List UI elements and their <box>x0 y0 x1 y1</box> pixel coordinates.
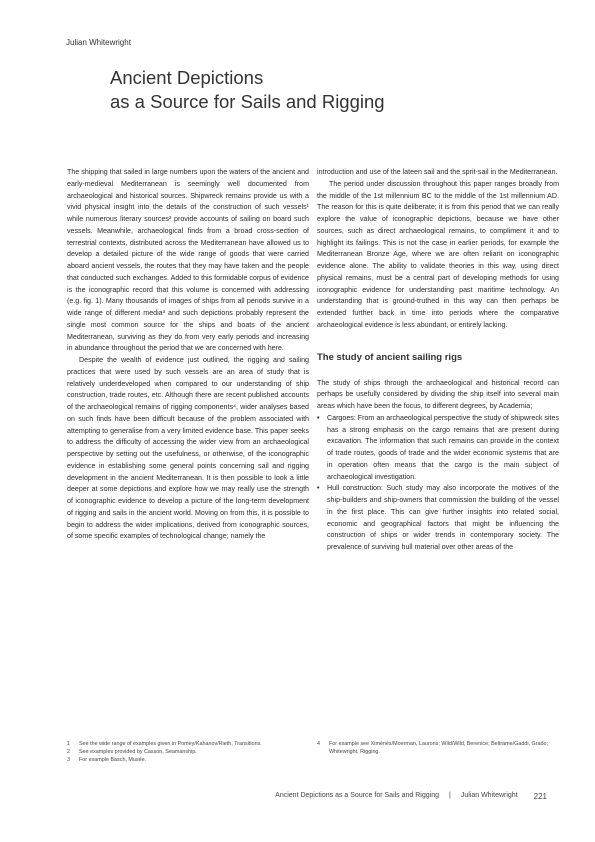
bullet-term: Cargoes <box>327 413 354 422</box>
body-paragraph: The shipping that sailed in large numbers upon the waters of the ancient and early-medieval Mediterranean is seemingly well documented from archaeological and historical sources. Shipwreck remains provide us with a vivid physical insight into the details of the construction of such vessels¹ while numerous literary sources² provide accounts of sailing on board such vessels. Meanwhile, archaeological finds from a broad cross-section of terrestrial contexts, distributed across the Mediterranean have allowed us to develop a detailed picture of the wide range of goods that were carried aboard ancient vessels, the routes that they may have taken and the people that conducted such exchanges. Added to this formidable corpus of evidence is the iconographic record that this volume is concerned with addressing (e.g. fig. 1). Many thousands of images of ships from all periods survive in a wide range of different media³ and such depictions probably represent the single most common source for the ships and boats of the ancient Mediterranean, surviving as they do from very early periods and increasing in abundance throughout the period that we are concerned with here. <box>67 168 309 353</box>
body-paragraph: The study of ships through the archaeological and historical record can perhaps be usefully considered by dividing the ship itself into several main areas which have been the focus, to different degrees, by Academia; <box>317 378 559 410</box>
title-line-1: Ancient Depictions <box>110 67 264 88</box>
right-column <box>317 167 559 554</box>
article-title <box>110 66 385 114</box>
title-line-2: as a Source for Sails and Rigging <box>110 91 385 112</box>
page-number: 221 <box>533 792 547 801</box>
footer-running-title: Ancient Depictions as a Source for Sails and Rigging <box>275 792 439 799</box>
bullet-list <box>317 413 559 554</box>
section-heading: The study of ancient sailing rigs <box>317 351 463 363</box>
footnote-text: See examples provided by Casson, Seamanship. <box>79 749 197 756</box>
body-paragraph: Despite the wealth of evidence just outlined, the rigging and sailing practices that were used by such vessels are an area of study that is relatively underdeveloped when compared to our understanding of ship construction, trade routes, etc. Although there are recent published accounts of the archaeological remains of rigging components⁴, wider analyses based on such finds have been difficult because of the problem associated with attempting to generalise from a very limited evidence base. This paper seeks to address the difficulty of accessing the wider view from an archaeological perspective by setting out the usefulness, or otherwise, of the iconographic evidence in establishing some general points concerning sail and rigging development in the ancient Mediterranean. It is then possible to look a little deeper at some depictions and explore how we may really use the strength of iconographic evidence to develop a picture of the long-term development of rigging and sails in the ancient world. Moving on from this, it is possible to begin to address the wider implications, derived from iconographic sources, of some specific examples of technological change; namely the <box>67 356 309 541</box>
footer-author: Julian Whitewright <box>460 792 518 799</box>
footnote-number: 3 <box>67 757 70 764</box>
bullet-icon: • <box>317 413 320 422</box>
footnotes-left <box>67 740 307 765</box>
footnote-number: 4 <box>317 741 320 747</box>
left-column <box>67 167 309 543</box>
list-item <box>317 483 559 554</box>
body-paragraph: The period under discussion throughout this paper ranges broadly from the middle of the 1st millennium BC to the middle of the 1st millennium AD. The reason for this is quite deliberate; it is from this period that we can really explore the value of iconographic depictions, because we have other sources, such as direct archaeological remains, to compliment it and to highlight its failings. This is not the case in earlier periods, for example the Mediterranean Bronze Age, where we are often reliant on iconographic evidence alone. The ability to validate theories in this way, using direct physical remains, must be a central part of developing methods for using iconographic evidence for understanding past maritime technology. An understanding that is ground-truthed in this way can then perhaps be extended further back in time into periods where the comparative archaeological evidence is less abundant, or entirely lacking. <box>317 179 559 329</box>
footnotes-right <box>317 740 557 756</box>
footnote-text: For example Basch, Musée. <box>79 757 147 764</box>
bullet-text: : Such study may also incorporate the motives of the ship-builders and ship-owners that commission the building of the vessel in the first place. This can give further insights into related social, economic and geographical factors that might be influencing the construction of ships or wider trends in contemporary society. The prevalence of surviving hull material over other areas of the <box>327 484 559 551</box>
footer-separator: | <box>449 792 451 799</box>
bullet-term: Hull construction <box>327 484 381 493</box>
body-paragraph: introduction and use of the lateen sail and the sprit-sail in the Mediterranean. <box>317 168 558 176</box>
page-footer <box>275 792 547 801</box>
footnote-number: 2 <box>67 749 70 756</box>
footnote <box>67 740 307 748</box>
footnote <box>67 748 307 756</box>
bullet-text: : From an archaeological perspective the study of shipwreck sites has a strong emphasis on the cargo remains that are present during excavation. The information that such remains can provide in the context of trade routes, goods of trade and the wider economic systems that are in operation often means that the cargo is the main subject of archaeological investigation. <box>327 413 559 481</box>
footnote-text: For example see Ximénès/Moerman, Laurons; Wild/Wild, Berenice; Beltrame/Gaddi, Grado; Whitewright, Rigging. <box>329 741 549 756</box>
footnote <box>67 756 307 764</box>
footnote <box>317 740 557 756</box>
running-header-author: Julian Whitewright <box>66 38 131 47</box>
list-item <box>317 413 559 484</box>
footnote-text: See the wide range of examples given in Pomey/Kahanov/Rieth, Transitions. <box>79 741 262 747</box>
bullet-icon: • <box>317 484 320 493</box>
footnote-number: 1 <box>67 741 70 747</box>
